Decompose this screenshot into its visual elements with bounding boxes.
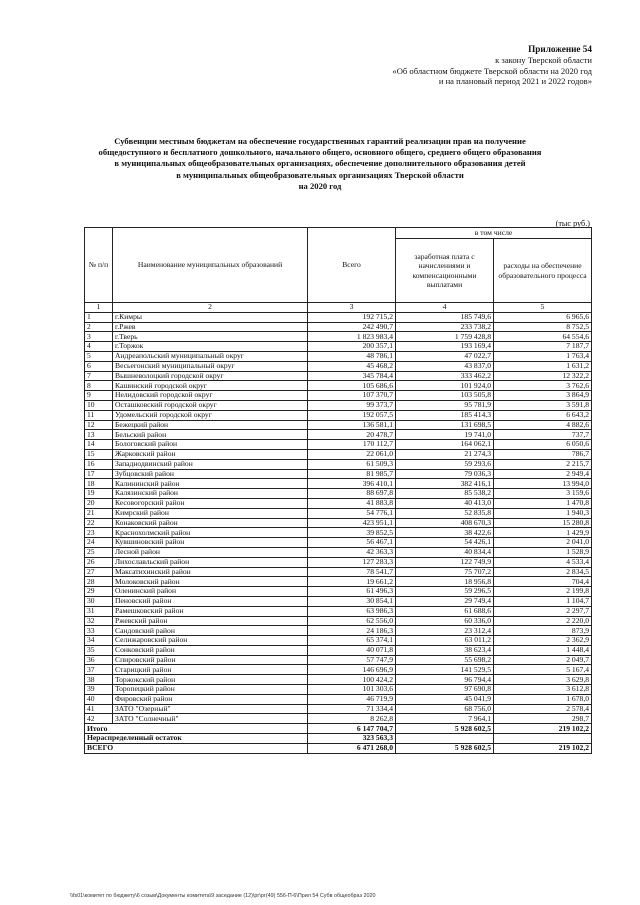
- total-cell: 345 784,4: [308, 371, 396, 381]
- table-row: [85, 479, 592, 489]
- table-row: [85, 332, 592, 342]
- municipality-name-cell: г.Тверь: [113, 332, 308, 342]
- expenses-cell: 4 533,4: [494, 557, 592, 567]
- total-cell: 192 057,5: [308, 410, 396, 420]
- salary-cell: [396, 734, 494, 744]
- expenses-cell: 1 470,8: [494, 498, 592, 508]
- table-row: [85, 391, 592, 401]
- table-row: [85, 577, 592, 587]
- table-row: [85, 508, 592, 518]
- total-label-cell: Нераспределенный остаток: [85, 734, 308, 744]
- table-row: [85, 440, 592, 450]
- table-row: [85, 665, 592, 675]
- table-row: [85, 626, 592, 636]
- table-row: [85, 616, 592, 626]
- total-cell: 81 985,7: [308, 469, 396, 479]
- expenses-cell: 3 762,6: [494, 381, 592, 391]
- total-cell: 242 490,7: [308, 322, 396, 332]
- table-row: [85, 381, 592, 391]
- table-row: [85, 528, 592, 538]
- salary-cell: 185 414,3: [396, 410, 494, 420]
- total-cell: 41 883,8: [308, 498, 396, 508]
- municipality-name-cell: Кашинский городской округ: [113, 381, 308, 391]
- municipality-name-cell: Ржевский район: [113, 616, 308, 626]
- total-cell: 1 823 983,4: [308, 332, 396, 342]
- heading-line-1: Субвенции местным бюджетам на обеспечение государственных гарантий реализации прав на получение: [114, 136, 526, 146]
- row-number-cell: 38: [85, 675, 113, 685]
- row-number-cell: 30: [85, 596, 113, 606]
- total-cell: 22 061,0: [308, 449, 396, 459]
- salary-cell: 54 426,1: [396, 538, 494, 548]
- salary-cell: 59 293,6: [396, 459, 494, 469]
- row-number-cell: 22: [85, 518, 113, 528]
- expenses-cell: 3 629,8: [494, 675, 592, 685]
- row-number-cell: 35: [85, 645, 113, 655]
- total-cell: 192 715,2: [308, 312, 396, 322]
- total-cell: 56 467,1: [308, 538, 396, 548]
- expenses-cell: 3 159,6: [494, 489, 592, 499]
- row-number-cell: 13: [85, 430, 113, 440]
- row-number-cell: 9: [85, 391, 113, 401]
- municipality-name-cell: Фировский район: [113, 694, 308, 704]
- expenses-cell: 7 187,7: [494, 342, 592, 352]
- expenses-cell: 8 752,5: [494, 322, 592, 332]
- heading-line-4: в муниципальных общеобразовательных организациях Тверской области: [176, 169, 464, 180]
- row-number-cell: 42: [85, 714, 113, 724]
- municipality-name-cell: Конаковский район: [113, 518, 308, 528]
- salary-cell: 55 698,2: [396, 655, 494, 665]
- municipality-name-cell: Удомельский городской округ: [113, 410, 308, 420]
- table-row: [85, 351, 592, 361]
- municipality-name-cell: Нелидовский городской округ: [113, 391, 308, 401]
- table-row: [85, 557, 592, 567]
- appendix-line-1: к закону Тверской области: [495, 54, 592, 65]
- total-cell: 46 719,9: [308, 694, 396, 704]
- subventions-table: [84, 227, 592, 754]
- municipality-name-cell: Оленинский район: [113, 587, 308, 597]
- total-cell: 323 563,3: [308, 734, 396, 744]
- row-number-cell: 8: [85, 381, 113, 391]
- row-number-cell: 12: [85, 420, 113, 430]
- appendix-block: [292, 44, 592, 87]
- total-label-cell: ВСЕГО: [85, 743, 308, 753]
- total-cell: 200 357,1: [308, 342, 396, 352]
- row-number-cell: 4: [85, 342, 113, 352]
- expenses-cell: 873,9: [494, 626, 592, 636]
- row-number-cell: 34: [85, 636, 113, 646]
- municipality-name-cell: Лихославльский район: [113, 557, 308, 567]
- salary-cell: 101 924,0: [396, 381, 494, 391]
- row-number-cell: 14: [85, 440, 113, 450]
- appendix-line-2: «Об областном бюджете Тверской области на 2020 год: [392, 65, 592, 76]
- expenses-cell: 2 220,0: [494, 616, 592, 626]
- row-number-cell: 37: [85, 665, 113, 675]
- header-expenses: расходы на обеспечение образовательного процесса: [494, 239, 592, 303]
- expenses-cell: 2 949,4: [494, 469, 592, 479]
- expenses-cell: 2 041,0: [494, 538, 592, 548]
- row-number-cell: 10: [85, 400, 113, 410]
- expenses-cell: 2 049,7: [494, 655, 592, 665]
- total-cell: 20 478,7: [308, 430, 396, 440]
- table-row: [85, 518, 592, 528]
- table-row: [85, 489, 592, 499]
- municipality-name-cell: Бельский район: [113, 430, 308, 440]
- row-number-cell: 41: [85, 704, 113, 714]
- expenses-cell: 15 280,8: [494, 518, 592, 528]
- municipality-name-cell: Сандовский район: [113, 626, 308, 636]
- municipality-name-cell: Лесной район: [113, 547, 308, 557]
- expenses-cell: 1 763,4: [494, 351, 592, 361]
- municipality-name-cell: Калининский район: [113, 479, 308, 489]
- municipality-name-cell: Краснохолмский район: [113, 528, 308, 538]
- row-number-cell: 27: [85, 567, 113, 577]
- salary-cell: 333 462,2: [396, 371, 494, 381]
- heading-line-2: общедоступного и бесплатного дошкольного, начального общего, основного общего, среднего общего образования: [98, 147, 542, 158]
- expenses-cell: 6 050,6: [494, 440, 592, 450]
- expenses-cell: 1 940,3: [494, 508, 592, 518]
- row-number-cell: 29: [85, 587, 113, 597]
- expenses-cell: 2 199,8: [494, 587, 592, 597]
- expenses-cell: 1 429,9: [494, 528, 592, 538]
- row-number-cell: 7: [85, 371, 113, 381]
- expenses-cell: 3 591,8: [494, 400, 592, 410]
- salary-cell: 96 794,4: [396, 675, 494, 685]
- table-row: [85, 322, 592, 332]
- table-row: [85, 694, 592, 704]
- table-row: [85, 596, 592, 606]
- total-cell: 39 852,5: [308, 528, 396, 538]
- total-cell: 57 747,9: [308, 655, 396, 665]
- municipality-name-cell: Рамешковский район: [113, 606, 308, 616]
- salary-cell: 18 956,8: [396, 577, 494, 587]
- row-number-cell: 17: [85, 469, 113, 479]
- total-cell: 65 374,1: [308, 636, 396, 646]
- municipality-name-cell: Максатихинский район: [113, 567, 308, 577]
- row-number-cell: 24: [85, 538, 113, 548]
- salary-cell: 52 835,8: [396, 508, 494, 518]
- expenses-cell: 1 104,7: [494, 596, 592, 606]
- salary-cell: 43 837,0: [396, 361, 494, 371]
- salary-cell: 164 062,1: [396, 440, 494, 450]
- table-row: [85, 645, 592, 655]
- expenses-cell: 1 448,4: [494, 645, 592, 655]
- column-number-cell: 3: [308, 303, 396, 313]
- table-row: [85, 538, 592, 548]
- total-cell: 61 509,3: [308, 459, 396, 469]
- salary-cell: 38 623,4: [396, 645, 494, 655]
- table-row: [85, 606, 592, 616]
- total-cell: 8 262,8: [308, 714, 396, 724]
- table-row: [85, 704, 592, 714]
- total-cell: 423 951,1: [308, 518, 396, 528]
- salary-cell: 233 738,2: [396, 322, 494, 332]
- salary-cell: 95 781,9: [396, 400, 494, 410]
- total-cell: 99 373,7: [308, 400, 396, 410]
- salary-cell: 29 749,4: [396, 596, 494, 606]
- row-number-cell: 15: [85, 449, 113, 459]
- total-cell: 396 410,1: [308, 479, 396, 489]
- municipality-name-cell: Западнодвинский район: [113, 459, 308, 469]
- table-row: [85, 567, 592, 577]
- expenses-cell: 1 528,9: [494, 547, 592, 557]
- municipality-name-cell: Бологовский район: [113, 440, 308, 450]
- expenses-cell: 12 322,2: [494, 371, 592, 381]
- header-name: Наименование муниципальных образований: [113, 228, 308, 303]
- total-cell: 6 471 268,0: [308, 743, 396, 753]
- municipality-name-cell: Молоковский район: [113, 577, 308, 587]
- row-number-cell: 3: [85, 332, 113, 342]
- total-cell: 63 986,3: [308, 606, 396, 616]
- total-cell: 40 071,8: [308, 645, 396, 655]
- salary-cell: 382 416,1: [396, 479, 494, 489]
- unit-label: (тыс руб.): [555, 219, 590, 228]
- expenses-cell: 5 167,4: [494, 665, 592, 675]
- table-row: [85, 587, 592, 597]
- salary-cell: 19 741,0: [396, 430, 494, 440]
- table-row: [85, 469, 592, 479]
- heading-line-3: в муниципальных общеобразовательных организациях, обеспечение дополнительного образования детей: [114, 158, 526, 169]
- table-row: [85, 498, 592, 508]
- totals-row: [85, 734, 592, 744]
- salary-cell: 75 707,2: [396, 567, 494, 577]
- total-cell: 24 186,3: [308, 626, 396, 636]
- municipality-name-cell: Селижаровский район: [113, 636, 308, 646]
- column-number-row: [85, 303, 592, 313]
- salary-cell: 23 312,4: [396, 626, 494, 636]
- expenses-cell: 6 643,2: [494, 410, 592, 420]
- heading-line-5: на 2020 год: [298, 180, 342, 191]
- municipality-name-cell: Торопецкий район: [113, 685, 308, 695]
- row-number-cell: 23: [85, 528, 113, 538]
- row-number-cell: 19: [85, 489, 113, 499]
- total-cell: 48 786,1: [308, 351, 396, 361]
- total-cell: 6 147 704,7: [308, 724, 396, 734]
- row-number-cell: 20: [85, 498, 113, 508]
- total-cell: 100 424,2: [308, 675, 396, 685]
- row-number-cell: 32: [85, 616, 113, 626]
- table-row: [85, 400, 592, 410]
- row-number-cell: 5: [85, 351, 113, 361]
- expenses-cell: 704,4: [494, 577, 592, 587]
- municipality-name-cell: Сонковский район: [113, 645, 308, 655]
- total-cell: 136 581,1: [308, 420, 396, 430]
- salary-cell: 131 698,5: [396, 420, 494, 430]
- row-number-cell: 16: [85, 459, 113, 469]
- municipality-name-cell: Кимрский район: [113, 508, 308, 518]
- table-row: [85, 371, 592, 381]
- row-number-cell: 21: [85, 508, 113, 518]
- total-cell: 54 776,1: [308, 508, 396, 518]
- municipality-name-cell: Весьегонский муниципальный округ: [113, 361, 308, 371]
- total-cell: 170 112,7: [308, 440, 396, 450]
- expenses-cell: 2 578,4: [494, 704, 592, 714]
- table-row: [85, 547, 592, 557]
- municipality-name-cell: Андреапольский муниципальный округ: [113, 351, 308, 361]
- municipality-name-cell: г.Торжок: [113, 342, 308, 352]
- total-cell: 71 334,4: [308, 704, 396, 714]
- table-row: [85, 420, 592, 430]
- expenses-cell: 737,7: [494, 430, 592, 440]
- salary-cell: 193 169,4: [396, 342, 494, 352]
- salary-cell: 21 274,3: [396, 449, 494, 459]
- municipality-name-cell: Зубцовский район: [113, 469, 308, 479]
- municipality-name-cell: Кувшиновский район: [113, 538, 308, 548]
- expenses-cell: 64 554,6: [494, 332, 592, 342]
- row-number-cell: 28: [85, 577, 113, 587]
- total-cell: 127 283,3: [308, 557, 396, 567]
- expenses-cell: 2 215,7: [494, 459, 592, 469]
- total-cell: 30 854,1: [308, 596, 396, 606]
- appendix-line-3: и на плановый период 2021 и 2022 годов»: [438, 76, 592, 87]
- header-incl: в том числе: [396, 228, 592, 239]
- municipality-name-cell: Торжокский район: [113, 675, 308, 685]
- municipality-name-cell: Пеновский район: [113, 596, 308, 606]
- table-row: [85, 342, 592, 352]
- row-number-cell: 33: [85, 626, 113, 636]
- table-row: [85, 714, 592, 724]
- total-cell: 146 696,9: [308, 665, 396, 675]
- row-number-cell: 36: [85, 655, 113, 665]
- salary-cell: 122 749,9: [396, 557, 494, 567]
- row-number-cell: 6: [85, 361, 113, 371]
- salary-cell: 97 690,8: [396, 685, 494, 695]
- salary-cell: 5 928 602,5: [396, 724, 494, 734]
- salary-cell: 59 296,5: [396, 587, 494, 597]
- expenses-cell: 219 102,2: [494, 724, 592, 734]
- document-heading: [60, 136, 580, 192]
- municipality-name-cell: г.Ржев: [113, 322, 308, 332]
- salary-cell: 40 413,0: [396, 498, 494, 508]
- total-cell: 45 468,2: [308, 361, 396, 371]
- expenses-cell: 2 297,7: [494, 606, 592, 616]
- file-path-footer: \\fs01\комитет по бюджету\6 созыв\Документы комитета\9 заседание (12)\рг\рг(49) 556-П-6\Прил 54 Субв общеобраз 2020: [70, 893, 376, 899]
- total-cell: 101 303,6: [308, 685, 396, 695]
- expenses-cell: 2 834,5: [494, 567, 592, 577]
- expenses-cell: 219 102,2: [494, 743, 592, 753]
- expenses-cell: 786,7: [494, 449, 592, 459]
- salary-cell: 7 964,1: [396, 714, 494, 724]
- column-number-cell: 2: [113, 303, 308, 313]
- municipality-name-cell: г.Кимры: [113, 312, 308, 322]
- salary-cell: 1 759 428,8: [396, 332, 494, 342]
- header-salary: заработная плата с начислениями и компенсационными выплатами: [396, 239, 494, 303]
- table-row: [85, 449, 592, 459]
- expenses-cell: 3 612,8: [494, 685, 592, 695]
- municipality-name-cell: Осташковский городской округ: [113, 400, 308, 410]
- municipality-name-cell: Старицкий район: [113, 665, 308, 675]
- total-label-cell: Итого: [85, 724, 308, 734]
- salary-cell: 141 529,5: [396, 665, 494, 675]
- total-cell: 42 363,3: [308, 547, 396, 557]
- header-total: Всего: [308, 228, 396, 303]
- total-cell: 61 496,3: [308, 587, 396, 597]
- row-number-cell: 2: [85, 322, 113, 332]
- salary-cell: 79 036,3: [396, 469, 494, 479]
- table-row: [85, 410, 592, 420]
- expenses-cell: [494, 734, 592, 744]
- appendix-title: Приложение 54: [528, 44, 592, 54]
- total-cell: 78 541,7: [308, 567, 396, 577]
- municipality-name-cell: ЗАТО "Озерный": [113, 704, 308, 714]
- salary-cell: 5 928 602,5: [396, 743, 494, 753]
- totals-row: [85, 743, 592, 753]
- column-number-cell: 4: [396, 303, 494, 313]
- salary-cell: 61 688,6: [396, 606, 494, 616]
- salary-cell: 185 749,6: [396, 312, 494, 322]
- municipality-name-cell: Спировский район: [113, 655, 308, 665]
- expenses-cell: 2 362,9: [494, 636, 592, 646]
- expenses-cell: 1 678,0: [494, 694, 592, 704]
- header-num: № п/п: [85, 228, 113, 303]
- salary-cell: 68 756,0: [396, 704, 494, 714]
- total-cell: 62 556,0: [308, 616, 396, 626]
- column-number-cell: 5: [494, 303, 592, 313]
- municipality-name-cell: Кесовогорский район: [113, 498, 308, 508]
- municipality-name-cell: Жарковский район: [113, 449, 308, 459]
- salary-cell: 45 041,9: [396, 694, 494, 704]
- row-number-cell: 25: [85, 547, 113, 557]
- table-row: [85, 655, 592, 665]
- row-number-cell: 18: [85, 479, 113, 489]
- total-cell: 19 661,2: [308, 577, 396, 587]
- total-cell: 88 697,8: [308, 489, 396, 499]
- salary-cell: 103 505,8: [396, 391, 494, 401]
- municipality-name-cell: ЗАТО "Солнечный": [113, 714, 308, 724]
- salary-cell: 408 670,3: [396, 518, 494, 528]
- expenses-cell: 298,7: [494, 714, 592, 724]
- row-number-cell: 40: [85, 694, 113, 704]
- expenses-cell: 13 994,0: [494, 479, 592, 489]
- expenses-cell: 4 882,6: [494, 420, 592, 430]
- table-row: [85, 685, 592, 695]
- table-row: [85, 675, 592, 685]
- row-number-cell: 1: [85, 312, 113, 322]
- table-row: [85, 430, 592, 440]
- salary-cell: 38 422,6: [396, 528, 494, 538]
- table-row: [85, 361, 592, 371]
- salary-cell: 60 336,0: [396, 616, 494, 626]
- total-cell: 105 686,6: [308, 381, 396, 391]
- table-row: [85, 312, 592, 322]
- municipality-name-cell: Калязинский район: [113, 489, 308, 499]
- table-row: [85, 636, 592, 646]
- table-row: [85, 459, 592, 469]
- expenses-cell: 6 965,6: [494, 312, 592, 322]
- total-cell: 107 370,7: [308, 391, 396, 401]
- row-number-cell: 11: [85, 410, 113, 420]
- totals-row: [85, 724, 592, 734]
- expenses-cell: 3 864,9: [494, 391, 592, 401]
- row-number-cell: 39: [85, 685, 113, 695]
- row-number-cell: 26: [85, 557, 113, 567]
- table-body: [85, 303, 592, 754]
- salary-cell: 40 834,4: [396, 547, 494, 557]
- municipality-name-cell: Бежецкий район: [113, 420, 308, 430]
- salary-cell: 85 538,2: [396, 489, 494, 499]
- expenses-cell: 1 631,2: [494, 361, 592, 371]
- row-number-cell: 31: [85, 606, 113, 616]
- municipality-name-cell: Вышневолоцкий городской округ: [113, 371, 308, 381]
- salary-cell: 47 022,7: [396, 351, 494, 361]
- column-number-cell: 1: [85, 303, 113, 313]
- salary-cell: 63 011,2: [396, 636, 494, 646]
